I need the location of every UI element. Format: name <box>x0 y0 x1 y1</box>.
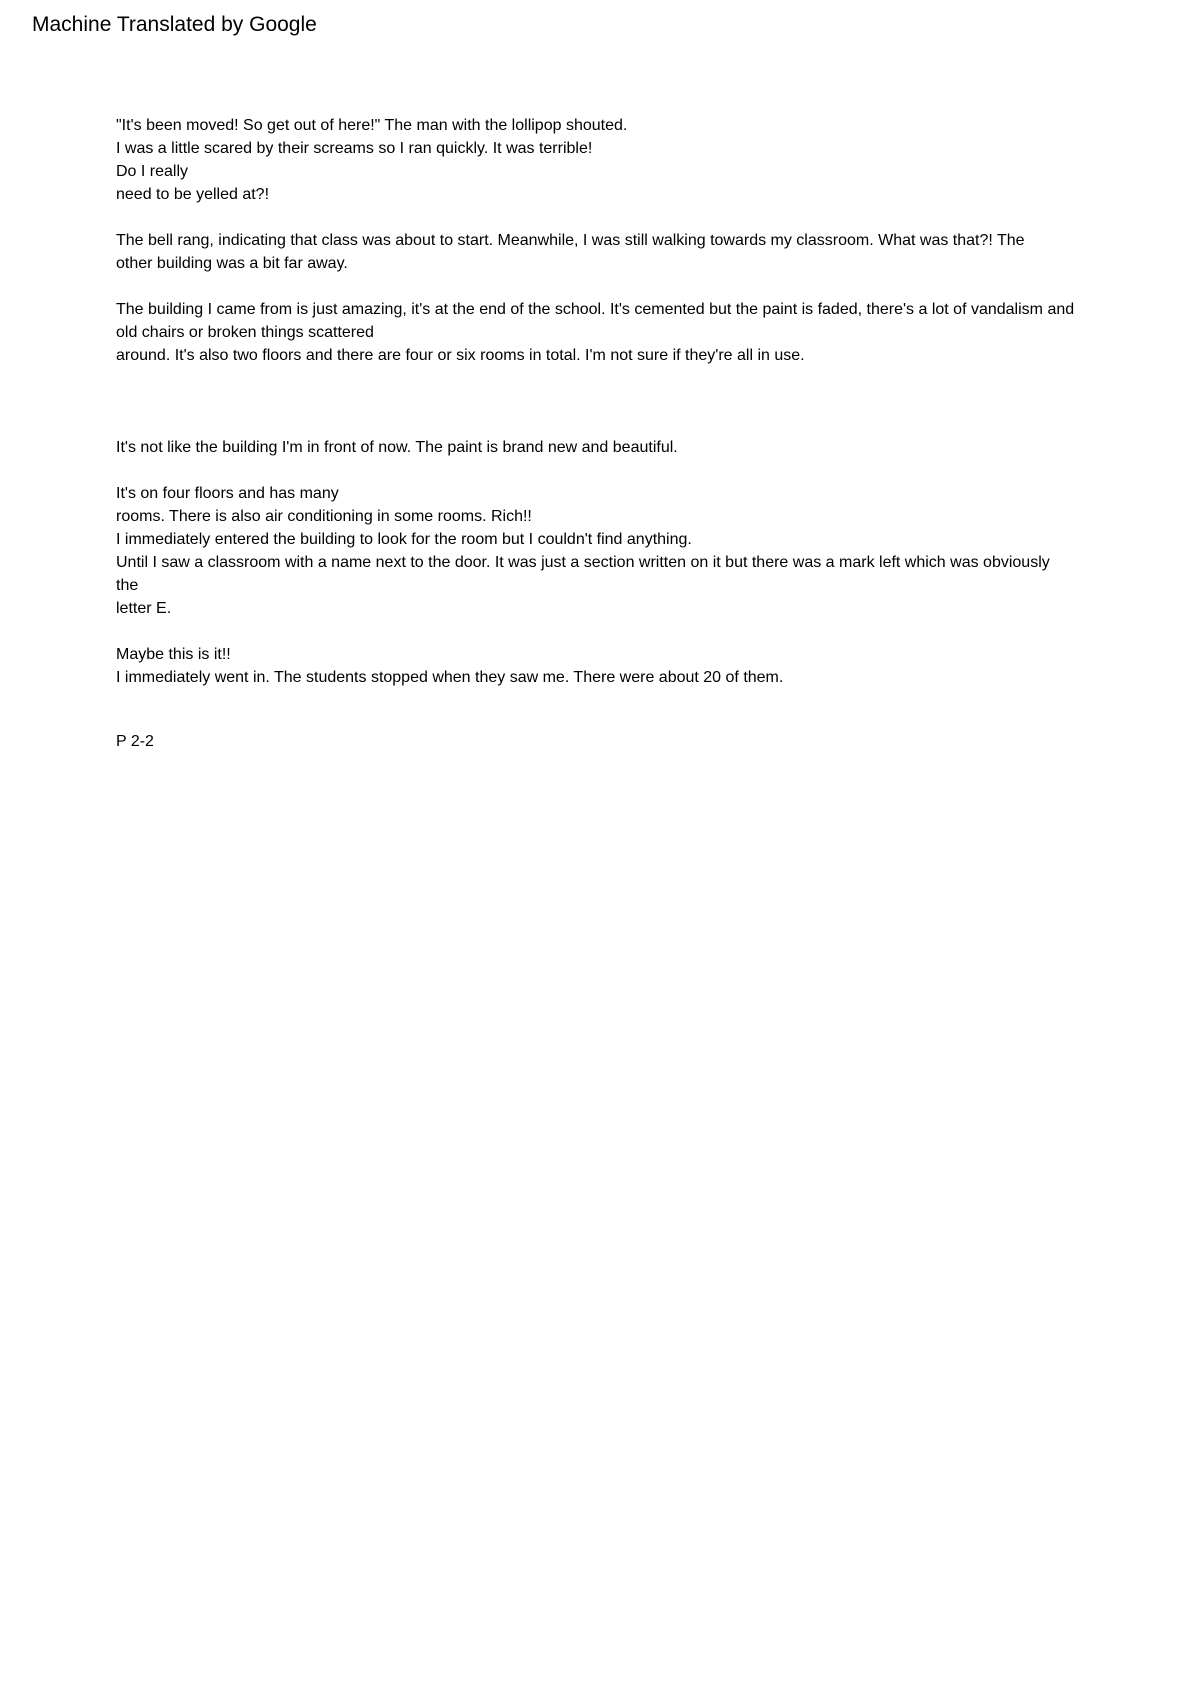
paragraph <box>116 229 1076 275</box>
paragraph <box>116 643 1076 689</box>
text-line: other building was a bit far away. <box>116 255 348 272</box>
text-line: need to be yelled at?! <box>116 186 270 203</box>
text-line: It's not like the building I'm in front of now. The paint is brand new and beautiful. <box>116 439 678 456</box>
page-number: P 2-2 <box>116 733 154 750</box>
text-line: letter E. <box>116 600 172 617</box>
text-line: Until I saw a classroom with a name next to the door. It was just a section written on it but there was a mark left which was obviously <box>116 554 1050 571</box>
text-line: old chairs or broken things scattered <box>116 324 374 341</box>
text-line: The bell rang, indicating that class was about to start. Meanwhile, I was still walking towards my classroom. What was that?! The <box>116 232 1025 249</box>
text-line: Maybe this is it!! <box>116 646 231 663</box>
text-line: I was a little scared by their screams so I ran quickly. It was terrible! <box>116 140 593 157</box>
text-line: around. It's also two floors and there are four or six rooms in total. I'm not sure if they're all in use. <box>116 347 805 364</box>
paragraph <box>116 482 1076 620</box>
text-line: the <box>116 577 139 594</box>
text-line: I immediately entered the building to look for the room but I couldn't find anything. <box>116 531 692 548</box>
text-line: Do I really <box>116 163 189 180</box>
text-line: rooms. There is also air conditioning in some rooms. Rich!! <box>116 508 532 525</box>
text-line: I immediately went in. The students stopped when they saw me. There were about 20 of them. <box>116 669 784 686</box>
text-line: The building I came from is just amazing, it's at the end of the school. It's cemented but the paint is faded, there's a lot of vandalism and <box>116 301 1075 318</box>
page-header: Machine Translated by Google <box>32 13 317 36</box>
paragraph <box>116 436 1076 459</box>
document-body <box>116 114 1076 753</box>
text-line: "It's been moved! So get out of here!" The man with the lollipop shouted. <box>116 117 628 134</box>
text-line: It's on four floors and has many <box>116 485 339 502</box>
paragraph <box>116 114 1076 206</box>
paragraph <box>116 298 1076 367</box>
